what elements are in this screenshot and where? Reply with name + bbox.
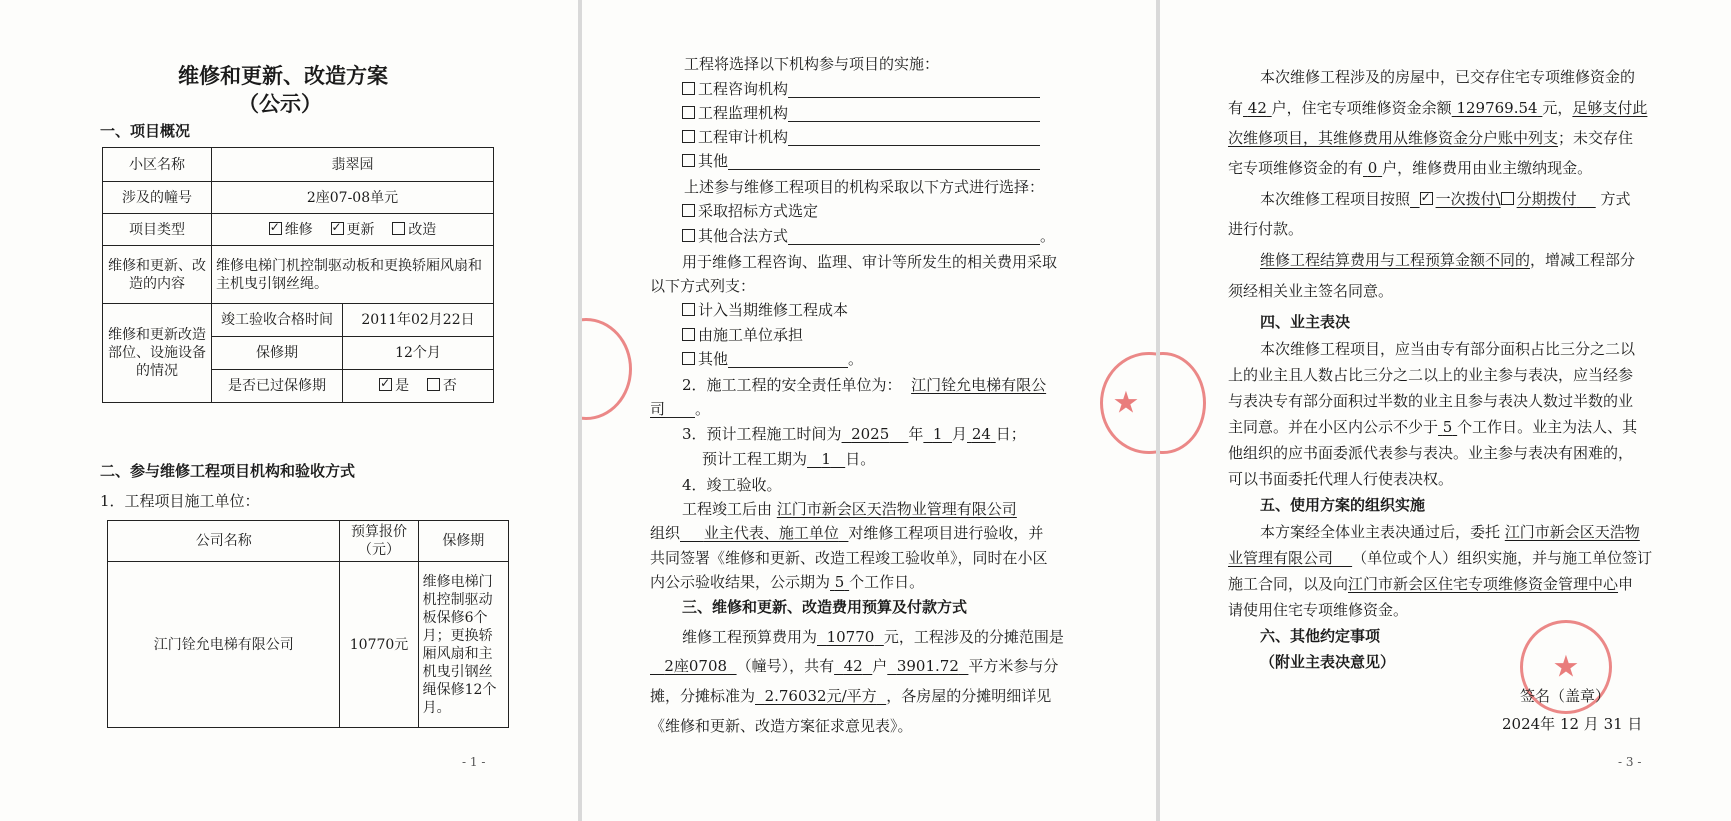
col-company-header: 公司名称	[108, 521, 340, 562]
checkbox-empty-icon	[682, 204, 695, 217]
signature-date: 2024年 12 月 31 日	[1502, 715, 1643, 733]
page-1	[0, 0, 578, 821]
org-intro: 工程将选择以下机构参与项目的实施：	[684, 55, 940, 73]
fee-option-other: 其他 。	[682, 350, 863, 368]
warranty-label: 保修期	[212, 337, 343, 370]
payment-line-1: 本次维修工程项目按照 ✓ 一次拨付\ 分期拨付 方式	[1260, 190, 1631, 208]
method-option-tender: 采取招标方式选定	[682, 202, 818, 220]
budget-line-2: 2座0708 （幢号），共有 42 户 3901.72 平方米参与分	[664, 657, 1059, 675]
expired-label: 是否已过保修期	[212, 370, 343, 403]
fund-line-3: 次维修项目，其维修费用从维修资金分户账中列支；未交存住	[1228, 129, 1634, 147]
acceptance-label: 竣工验收合格时间	[212, 304, 343, 337]
org-option-supervision: 工程监理机构	[682, 104, 1040, 122]
checkbox-empty-icon	[682, 229, 695, 242]
org-option-consulting: 工程咨询机构	[682, 80, 1040, 98]
signature-label: 签名（盖章）	[1520, 687, 1611, 705]
content-value: 维修电梯门机控制驱动板和更换轿厢风扇和主机曳引钢丝绳。	[212, 246, 494, 304]
completion-heading: 4．竣工验收。	[682, 476, 782, 494]
section-3-heading: 三、维修和更新、改造费用预算及付款方式	[682, 598, 968, 616]
fee-text-1: 用于维修工程咨询、监理、审计等所发生的相关费用采取	[682, 253, 1058, 271]
schedule-line: 3．预计工程施工时间为 2025 年 1 月 24 日；	[682, 425, 1026, 443]
impl-line-4: 请使用住宅专项维修资金。	[1228, 601, 1409, 619]
warranty-cell: 维修电梯门机控制驱动板保修6个月；更换轿厢风扇和主机曳引钢丝绳保修12个月。	[418, 562, 508, 728]
impl-line-1: 本方案经全体业主表决通过后，委托 江门市新会区天浩物	[1260, 523, 1640, 541]
project-overview-table	[102, 147, 494, 403]
checkbox-empty-icon	[682, 82, 695, 95]
page-number: - 3 -	[1618, 755, 1642, 769]
checkbox-empty-icon	[1501, 192, 1514, 205]
safety-unit-line-2: 司 。	[650, 400, 711, 418]
section-2-heading: 二、参与维修工程项目机构和验收方式	[100, 462, 356, 480]
acceptance-line-3: 共同签署《维修和更新、改造工程竣工验收单》，同时在小区	[650, 549, 1048, 567]
method-option-other: 其他合法方式 。	[682, 227, 1055, 245]
project-type-label: 项目类型	[103, 214, 212, 246]
checkbox-checked-icon	[269, 222, 282, 235]
fund-line-4: 宅专项维修资金的有 0 户，维修费用由业主缴纳现金。	[1228, 159, 1593, 177]
type-option-renovate: 改造	[408, 221, 437, 238]
building-label: 涉及的幢号	[103, 182, 212, 214]
vote-line-1: 本次维修工程项目，应当由专有部分面积占比三分之二以	[1260, 340, 1636, 358]
checkbox-empty-icon	[682, 328, 695, 341]
acceptance-line-4: 内公示验收结果，公示期为 5 个工作日。	[650, 573, 925, 591]
fee-text-2: 以下方式列支：	[650, 277, 756, 295]
section-1-heading: 一、项目概况	[100, 122, 191, 140]
building-value: 2座07-08单元	[212, 182, 494, 214]
page-3	[1160, 0, 1731, 821]
expired-options	[343, 370, 494, 403]
checkbox-empty-icon	[682, 352, 695, 365]
warranty-value: 12个月	[343, 337, 494, 370]
checkbox-empty-icon	[682, 303, 695, 316]
checkbox-empty-icon	[427, 378, 440, 391]
type-option-repair: 维修	[284, 221, 313, 238]
page-2	[582, 0, 1156, 821]
section-6-heading: 六、其他约定事项	[1260, 627, 1381, 645]
vote-line-3: 与表决专有部分面积过半数的业主且参与表决人数过半数的业	[1228, 392, 1634, 410]
acceptance-value: 2011年02月22日	[343, 304, 494, 337]
official-seal-stamp	[1160, 352, 1206, 454]
seal-star-icon: ★	[1552, 649, 1580, 685]
safety-unit-line: 2．施工工程的安全责任单位为： 江门铨允电梯有限公	[682, 376, 1047, 394]
payment-line-2: 进行付款。	[1228, 220, 1304, 238]
expired-yes: 是	[395, 378, 410, 394]
type-option-update: 更新	[346, 221, 375, 238]
acceptance-line-1: 工程竣工后由 江门市新会区天浩物业管理有限公司	[682, 500, 1017, 518]
project-type-options	[212, 214, 494, 246]
situation-label: 维修和更新改造部位、设施设备的情况	[103, 304, 212, 403]
contractor-table	[107, 520, 509, 728]
content-label: 维修和更新、改造的内容	[103, 246, 212, 304]
budget-line-4: 《维修和更新、改造方案征求意见表》。	[650, 717, 913, 735]
checkbox-empty-icon	[392, 222, 405, 235]
budget-line-1: 维修工程预算费用为 10770 元，工程涉及的分摊范围是	[682, 628, 1064, 646]
checkbox-checked-icon	[331, 222, 344, 235]
contractor-subheading: 1．工程项目施工单位：	[100, 492, 260, 510]
checkbox-empty-icon	[682, 154, 695, 167]
org-option-other: 其他	[682, 152, 1040, 170]
settlement-line-1: 维修工程结算费用与工程预算金额不同的，增减工程部分	[1260, 251, 1636, 269]
col-price-header: 预算报价（元）	[340, 521, 418, 562]
page-number: - 1 -	[462, 755, 486, 769]
vote-line-2: 上的业主且人数占比三分之二以上的业主参与表决，应当经参	[1228, 366, 1634, 384]
vote-line-5: 他组织的应书面委派代表参与表决。业主参与表决有困难的，	[1228, 444, 1634, 462]
section-4-heading: 四、业主表决	[1260, 313, 1351, 331]
impl-line-3: 施工合同，以及向江门市新会区住宅专项维修资金管理中心申	[1228, 575, 1634, 593]
checkbox-empty-icon	[682, 130, 695, 143]
settlement-line-2: 须经相关业主签名同意。	[1228, 282, 1394, 300]
section-5-heading: 五、使用方案的组织实施	[1260, 496, 1426, 514]
checkbox-checked-icon	[1420, 192, 1433, 205]
fee-option-contractor: 由施工单位承担	[682, 326, 803, 344]
col-warranty-header: 保修期	[418, 521, 508, 562]
community-value: 翡翠园	[212, 148, 494, 182]
official-seal-stamp	[582, 318, 632, 420]
budget-line-3: 摊，分摊标准为 2.76032元/平方 ，各房屋的分摊明细详见	[650, 687, 1052, 705]
duration-line: 预计工程工期为 1 日。	[702, 450, 876, 468]
expired-no: 否	[442, 378, 457, 394]
acceptance-line-2: 组织 业主代表、施工单位 对维修工程项目进行验收，并	[650, 524, 1044, 542]
document-title: 维修和更新、改造方案	[178, 63, 388, 88]
company-cell: 江门铨允电梯有限公司	[108, 562, 340, 728]
document-subtitle: （公示）	[238, 91, 322, 116]
vote-line-4: 主同意。并在小区内公示不少于 5 个工作日。业主为法人、其	[1228, 418, 1638, 436]
community-label: 小区名称	[103, 148, 212, 182]
checkbox-empty-icon	[682, 106, 695, 119]
checkbox-checked-icon	[379, 378, 392, 391]
price-cell: 10770元	[340, 562, 418, 728]
method-intro: 上述参与维修工程项目的机构采取以下方式进行选择：	[684, 178, 1045, 196]
seal-star-icon: ★	[1112, 385, 1140, 421]
fund-line-2: 有 42 户，住宅专项维修资金余额 129769.54 元，足够支付此	[1228, 99, 1648, 117]
fee-option-cost: 计入当期维修工程成本	[682, 301, 848, 319]
official-seal-stamp	[1100, 352, 1156, 454]
org-option-audit: 工程审计机构	[682, 128, 1040, 146]
fund-line-1: 本次维修工程涉及的房屋中，已交存住宅专项维修资金的	[1260, 68, 1636, 86]
impl-line-2: 业管理有限公司 （单位或个人）组织实施，并与施工单位签订	[1228, 549, 1653, 567]
vote-line-6: 可以书面委托代理人行使表决权。	[1228, 470, 1454, 488]
attachment-note: （附业主表决意见）	[1260, 653, 1396, 671]
